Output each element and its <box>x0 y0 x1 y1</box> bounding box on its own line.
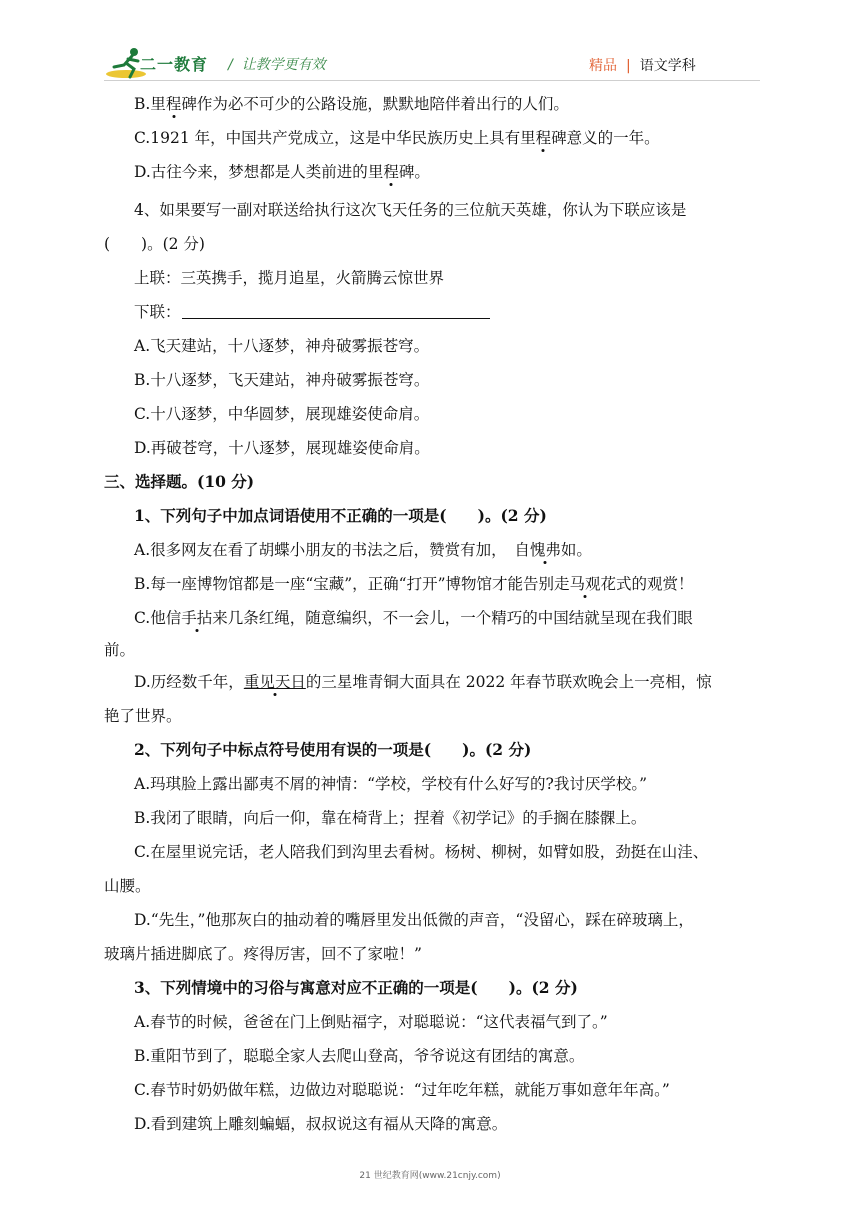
option-d: D.古往今来，梦想都是人类前进的里程碑。 <box>134 163 430 181</box>
dotted-term: 重见天日 <box>243 673 306 691</box>
q4-option-b: B.十八逐梦，飞天建站，神舟破雾振苍穹。 <box>134 371 430 389</box>
section-title: 三、选择题。(10 分) <box>104 472 255 491</box>
s3q2-stem: 2、下列句子中标点符号使用有误的一项是( )。(2 分) <box>134 740 532 759</box>
slogan-text: 让教学更有效 <box>241 57 326 73</box>
s3q1-option-c-cont: 前。 <box>104 641 136 659</box>
s3q2-option-a: A.玛琪脸上露出鄙夷不屑的神情：“学校，学校有什么好写的?我讨厌学校。” <box>134 775 648 793</box>
premium-label: 精品 <box>589 58 617 74</box>
s3q2-option-d-cont: 玻璃片插进脚底了。疼得厉害，回不了家啦！” <box>104 945 422 963</box>
s3q1-option-d: D.历经数千年，重见天日的三星堆青铜大面具在 2022 年春节联欢晚会上一亮相，惊 <box>134 673 712 691</box>
s3q1-option-d-cont: 艳了世界。 <box>104 707 182 725</box>
answer-blank <box>182 318 490 319</box>
q4-lower-label: 下联： <box>134 303 181 321</box>
q4-stem-cont: ( )。(2 分) <box>104 235 205 253</box>
q4-option-d: D.再破苍穹，十八逐梦，展现雄姿使命肩。 <box>134 439 430 457</box>
q4-option-a: A.飞天建站，十八逐梦，神舟破雾振苍穹。 <box>134 337 430 355</box>
s3q3-option-c: C.春节时奶奶做年糕，边做边对聪聪说：“过年吃年糕，就能万事如意年年高。” <box>134 1081 670 1099</box>
header-divider <box>104 80 760 81</box>
s3q3-option-b: B.重阳节到了，聪聪全家人去爬山登高，爷爷说这有团结的寓意。 <box>134 1047 585 1065</box>
option-b: B.里程碑作为必不可少的公路设施，默默地陪伴着出行的人们。 <box>134 95 569 113</box>
brand-right <box>589 55 696 75</box>
s3q1-option-a: A.很多网友在看了胡蝶小朋友的书法之后，赞赏有加， 自愧弗如。 <box>134 541 592 559</box>
s3q2-option-c-cont: 山腰。 <box>104 877 151 895</box>
dotted-term: 里程碑 <box>367 163 415 181</box>
s3q3-stem: 3、下列情境中的习俗与寓意对应不正确的一项是( )。(2 分) <box>134 978 578 997</box>
page-header <box>0 0 860 86</box>
s3q1-option-c: C.他信手拈来几条红绳，随意编织，不一会儿，一个精巧的中国结就呈现在我们眼 <box>134 609 693 627</box>
logo-text: 二一教育 <box>140 55 209 74</box>
subject-label: 语文学科 <box>639 58 696 74</box>
s3q2-option-d: D.“先生，”他那灰白的抽动着的嘴唇里发出低微的声音，“没留心，踩在碎玻璃上， <box>134 911 694 929</box>
slogan: / 让教学更有效 <box>228 57 326 73</box>
s3q3-option-a: A.春节的时候，爸爸在门上倒贴福字，对聪聪说：“这代表福气到了。” <box>134 1013 608 1031</box>
dotted-term: 里程碑 <box>150 95 197 113</box>
s3q1-stem: 1、下列句子中加点词语使用不正确的一项是( )。(2 分) <box>134 506 547 525</box>
s3q3-option-d: D.看到建筑上雕刻蝙蝠，叔叔说这有福从天降的寓意。 <box>134 1115 508 1133</box>
s3q2-option-b: B.我闭了眼睛，向后一仰，靠在椅背上；捏着《初学记》的手搁在膝髁上。 <box>134 809 647 827</box>
dotted-term: 信手拈来 <box>165 609 228 627</box>
dotted-term: 里程碑 <box>520 129 567 147</box>
s3q1-option-b: B.每一座博物馆都是一座“宝藏”，正确“打开”博物馆才能告别走马观花式的观赏！ <box>134 575 694 593</box>
q4-stem: 4、如果要写一副对联送给执行这次飞天任务的三位航天英雄，你认为下联应该是 <box>134 201 687 219</box>
page-footer: 21 世纪教育网(www.21cnjy.com) <box>359 1171 501 1181</box>
dotted-term: 自愧弗如 <box>514 541 577 559</box>
q4-upper-couplet: 上联：三英携手，揽月追星，火箭腾云惊世界 <box>134 269 445 287</box>
header-separator: | <box>626 58 631 74</box>
option-c: C.1921 年，中国共产党成立，这是中华民族历史上具有里程碑意义的一年。 <box>134 129 660 147</box>
s3q2-option-c: C.在屋里说完话，老人陪我们到沟里去看树。杨树、柳树，如臂如股，劲挺在山洼、 <box>134 843 709 861</box>
dotted-term: 走马观花 <box>554 575 617 593</box>
q4-option-c: C.十八逐梦，中华圆梦，展现雄姿使命肩。 <box>134 405 430 423</box>
